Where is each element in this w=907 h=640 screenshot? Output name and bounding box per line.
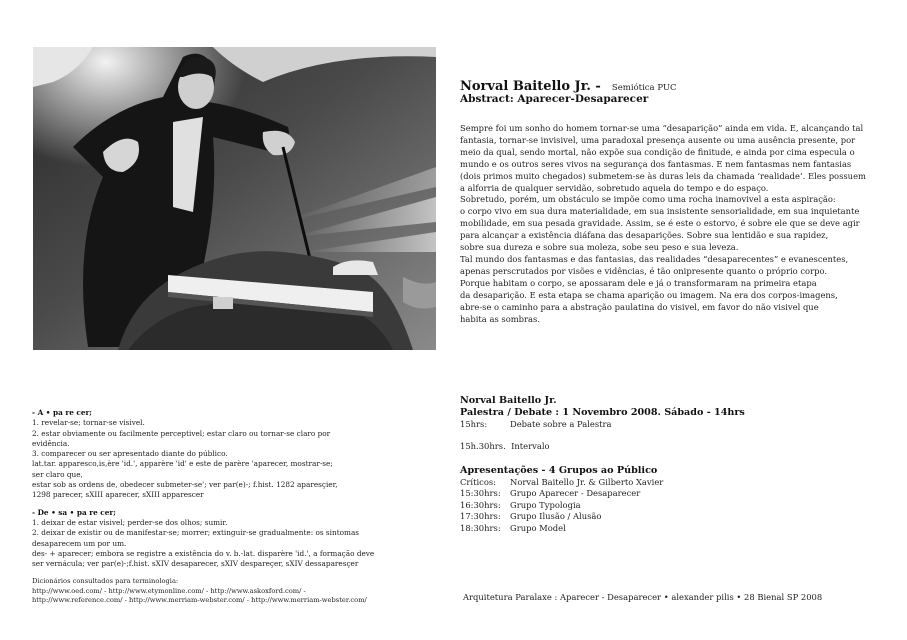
presentation-row bbox=[460, 523, 663, 534]
references bbox=[32, 577, 432, 606]
schedule-time: 15hrs: bbox=[460, 419, 488, 429]
abstract-line: Tal mundo dos fantasmas e das fantasias, das realidades “desaparecentes” e evanescentes, bbox=[460, 253, 849, 264]
definition-line: 2. estar obviamente ou facilmente perceptivel; estar claro ou tornar-se claro por bbox=[32, 428, 331, 438]
abstract-line: Porque habitam o corpo, se apossaram dele e já o transformaram na primeira etapa bbox=[460, 277, 817, 288]
reference-link-merriam-webster-2[interactable]: http://www.merriam-webster.com/ bbox=[251, 596, 367, 605]
definition-line: evidência. bbox=[32, 438, 70, 448]
abstract-line: o corpo vivo em sua dura materialidade, em sua insistente sensorialidade, em sua inquietante bbox=[460, 206, 860, 217]
presentation-time: 17:30hrs: bbox=[460, 511, 501, 522]
abstract-line: sobre sua dureza e sobre sua moleza, sobe seu peso e sua leveza. bbox=[460, 242, 739, 253]
definition-line: estar sob as ordens de, obedecer submeter-se'; ver par(e)-; f.hist. 1282 aparesçier, bbox=[32, 480, 338, 490]
presentation-label: Grupo Model bbox=[510, 522, 566, 533]
presentation-time: 15:30hrs: bbox=[460, 488, 501, 499]
event-speaker: Norval Baitello Jr. bbox=[460, 395, 557, 406]
presentation-row bbox=[460, 488, 663, 499]
definition-line: 2. deixar de existir ou de manifestar-se; morrer; extinguir-se gradualmente: os sintomas bbox=[32, 528, 360, 538]
definition-line: lat.tar. apparesco,is,ère 'id.', apparère 'id' e este de parère 'aparecer, mostrar-se; bbox=[32, 459, 333, 469]
definition-line: 1. revelar-se; tornar-se visivel. bbox=[32, 418, 145, 428]
definition-head-aparecer: - A • pa re cer; bbox=[32, 408, 92, 417]
definition-line: des- + aparecer; embora se registre a existência do v. b.-lat. disparère 'id.', a formação deve bbox=[32, 548, 375, 558]
abstract-body bbox=[460, 123, 890, 325]
spacer bbox=[32, 501, 432, 508]
reference-link-oed[interactable]: http://www.oed.com/ bbox=[32, 586, 102, 595]
magician-illustration-icon bbox=[33, 47, 436, 350]
presentation-label: Grupo Ilusão / Alusão bbox=[510, 511, 602, 522]
definition-line: 1298 parecer, sXIII aparecer, sXIII apparescer bbox=[32, 490, 204, 500]
event-title: Palestra / Debate : 1 Novembro 2008. Sábado - 14hrs bbox=[460, 407, 745, 418]
abstract-line: da desaparição. E esta etapa se chama aparição ou imagem. Na era dos corpos-imagens, bbox=[460, 289, 838, 300]
author-name: Norval Baitello Jr. - bbox=[460, 79, 601, 94]
abstract-line: apenas perscrutados por visões e vidências, é tão onipresente quanto o próprio corpo. bbox=[460, 265, 828, 276]
presentations-title: Apresentações - 4 Grupos ao Público bbox=[460, 465, 658, 476]
presentation-time: 16:30hrs: bbox=[460, 499, 501, 510]
abstract-line: Sobretudo, porém, um obstáculo se impõe como uma rocha inamovivel a esta aspiração: bbox=[460, 194, 836, 205]
abstract-line: abre-se o caminho para a abstração paulatina do visivel, em favor do não visivel que bbox=[460, 301, 819, 312]
definition-line: 1. deixar de estar visivel; perder-se dos olhos; sumir. bbox=[32, 517, 228, 527]
abstract-line: para alcançar a existência diáfana das desaparições. Sobre sua lentidão e sua rapidez, bbox=[460, 230, 829, 241]
schedule-time: 15h.30hrs. bbox=[460, 441, 506, 451]
abstract-line: a alforria de qualquer servidão, sobretudo aquela do tempo e do espaço. bbox=[460, 182, 769, 193]
institution: Semiótica PUC bbox=[611, 83, 677, 93]
abstract-line: mundo e os outros seres vivos na segurança dos fantasmas. E nem fantasmas nem fantasias bbox=[460, 158, 852, 169]
separator: - bbox=[203, 586, 211, 595]
schedule-label: Debate sobre a Palestra bbox=[510, 419, 612, 429]
definition-line: 3. comparecer ou ser apresentado diante do público. bbox=[32, 449, 228, 459]
schedule-row bbox=[460, 441, 550, 451]
presentation-label: Grupo Typologia bbox=[510, 499, 581, 510]
schedule-label: Intervalo bbox=[511, 441, 550, 451]
definition-head-desaparecer: - De • sa • pa re cer; bbox=[32, 507, 116, 517]
abstract-line: Sempre foi um sonho do homem tornar-se uma “desaparição” ainda em vida. E, alcançando tal bbox=[460, 123, 864, 133]
presentation-time: Críticos: bbox=[460, 477, 496, 487]
definition-line: ser claro que, bbox=[32, 469, 83, 479]
abstract-line: (dois primos muito chegados) submetem-se às duras leis da chamada ‘realidade’. Eles possuem bbox=[460, 170, 866, 181]
definition-line: ser vernácula; ver par(e)-;f.hist. sXIV desaparecer, sXIV despareçer, sXIV dessaparesçer bbox=[32, 559, 359, 569]
presentation-time: 18:30hrs: bbox=[460, 522, 501, 533]
separator: - bbox=[101, 586, 109, 595]
reference-link-reference[interactable]: http://www.reference.com/ bbox=[32, 596, 123, 605]
definition-line: desaparecem um por um. bbox=[32, 538, 127, 548]
abstract-line: meio da qual, sendo mortal, não expõe sua condição de finitude, e ainda por cima especula o bbox=[460, 146, 855, 157]
illustration-image bbox=[33, 47, 436, 350]
presentation-label: Grupo Aparecer - Desaparecer bbox=[510, 488, 641, 499]
schedule-row bbox=[460, 419, 612, 429]
definitions bbox=[32, 408, 432, 569]
reference-link-merriam-webster[interactable]: http://www.merriam-webster.com/ bbox=[129, 596, 245, 605]
references-line-2 bbox=[32, 596, 432, 606]
header-title-line bbox=[460, 75, 677, 94]
reference-link-askoxford[interactable]: http://www.askoxford.com/ bbox=[210, 586, 302, 595]
presentations-list bbox=[460, 477, 663, 534]
references-line-1 bbox=[32, 587, 432, 597]
presentation-row bbox=[460, 500, 663, 511]
presentation-row bbox=[460, 511, 663, 522]
abstract-title: Abstract: Aparecer-Desaparecer bbox=[460, 93, 649, 105]
references-label: Dicionários consultados para terminologia: bbox=[32, 577, 179, 585]
separator: - bbox=[244, 596, 252, 605]
abstract-line: mobilidade, em sua pesada gravidade. Assim, se é este o estorvo, é sobre ele que se deve agir bbox=[460, 218, 860, 229]
abstract-line: fantasia, tornar-se invisivel, uma paradoxal presença ausente ou uma ausência presente, por bbox=[460, 134, 856, 145]
presentation-row bbox=[460, 477, 663, 488]
reference-link-etymonline[interactable]: http://www.etymonline.com/ bbox=[108, 586, 204, 595]
abstract-line: habita as sombras. bbox=[460, 313, 541, 324]
footer-credit: Arquitetura Paralaxe : Aparecer - Desaparecer • alexander pilis • 28 Bienal SP 2008 bbox=[463, 592, 823, 602]
presentation-label: Norval Baitello Jr. & Gilberto Xavier bbox=[510, 477, 664, 487]
separator: - bbox=[301, 586, 306, 595]
separator: - bbox=[122, 596, 129, 605]
